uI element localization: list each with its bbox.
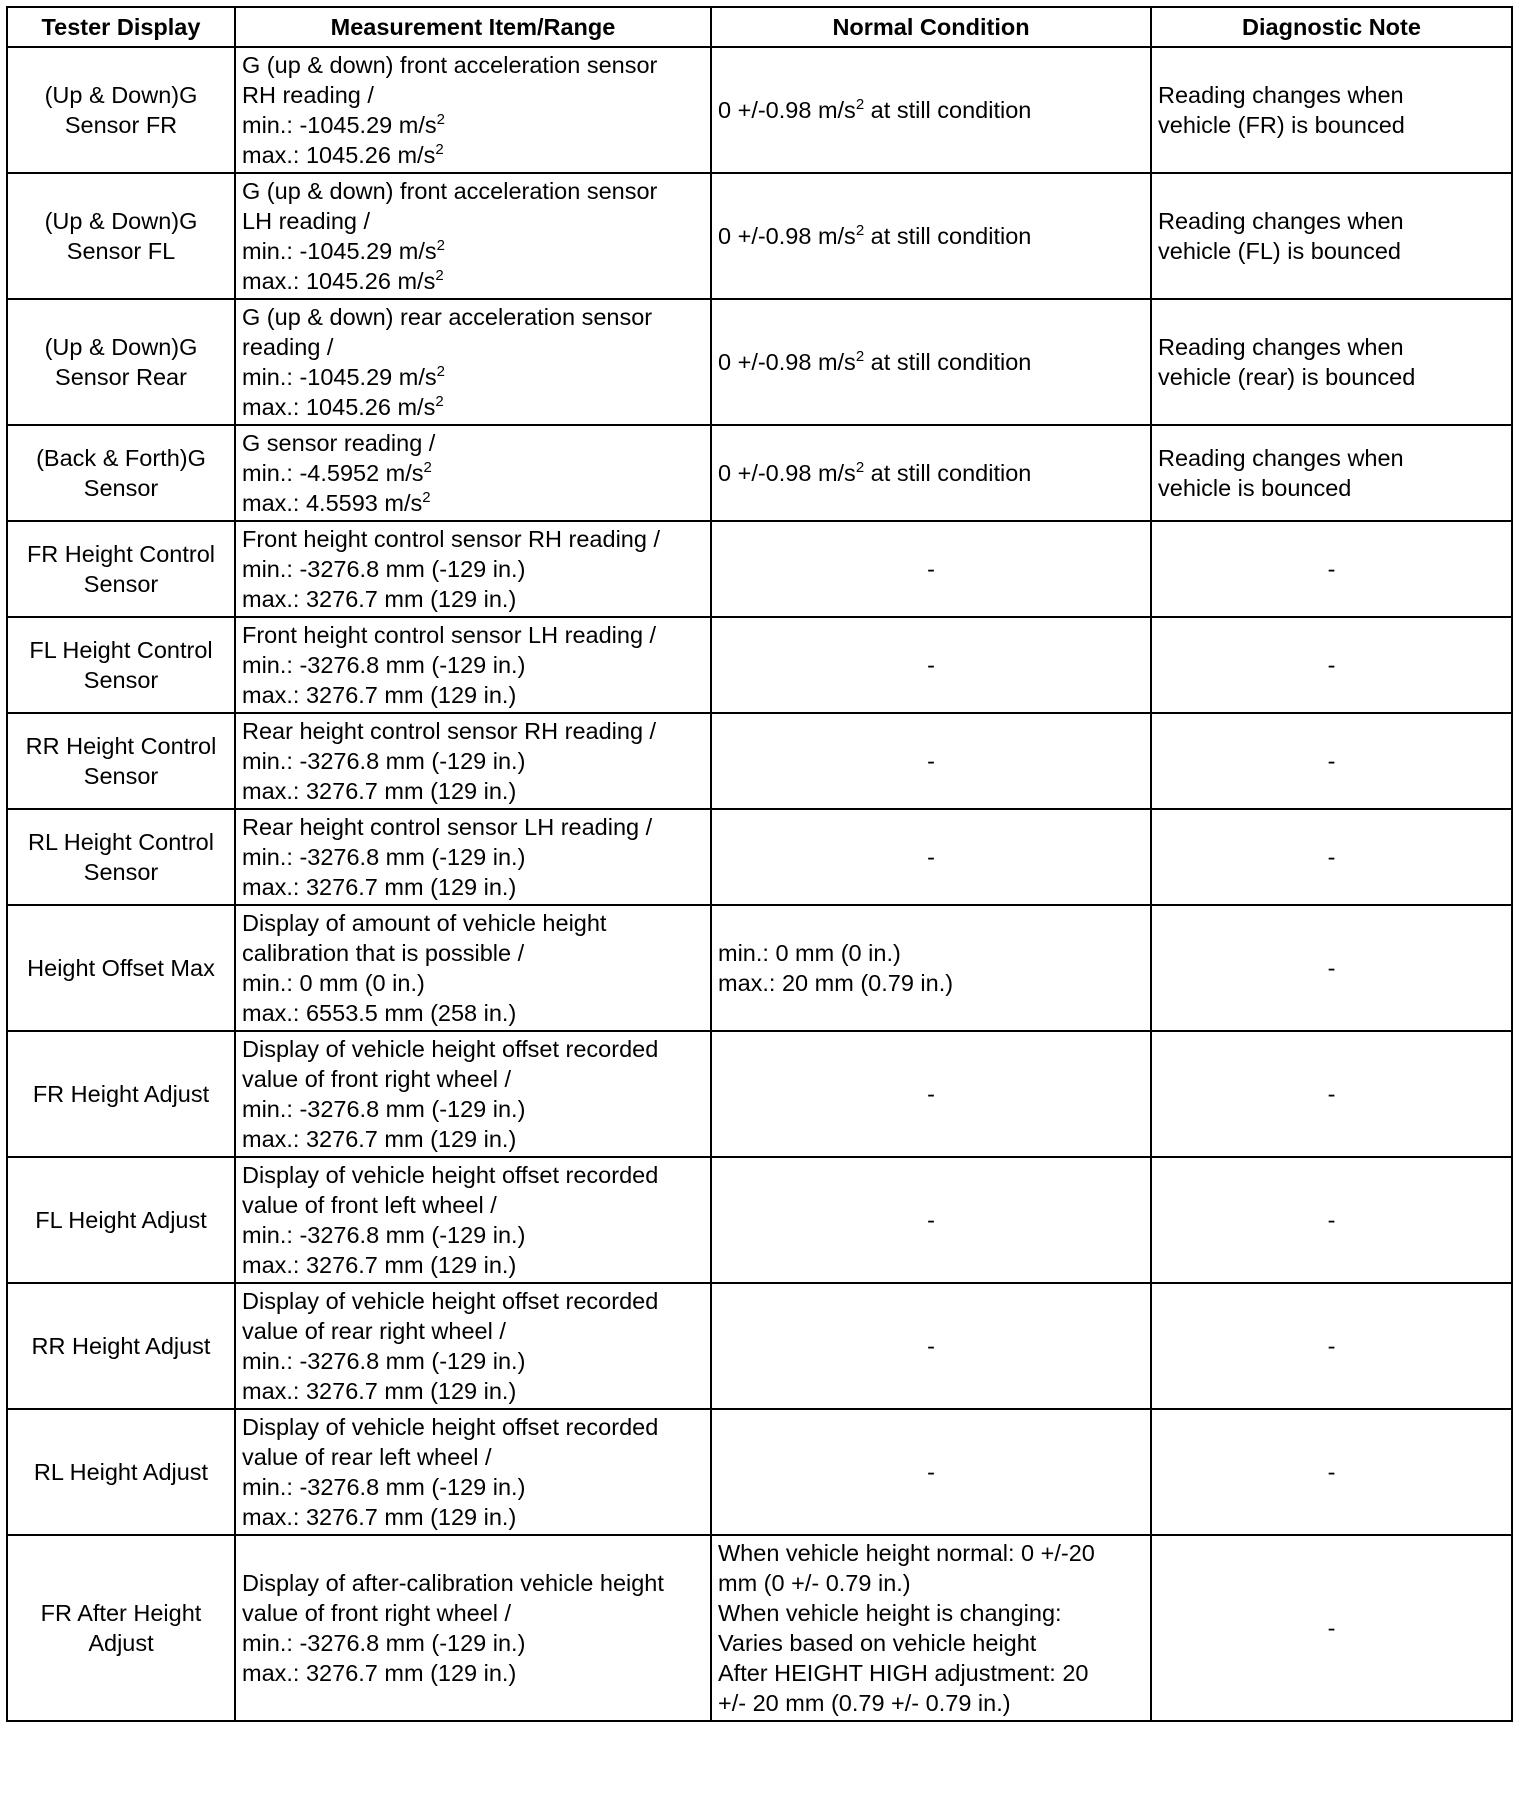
measurement-text: Display of amount of vehicle height bbox=[242, 910, 607, 936]
measurement-line bbox=[242, 1316, 704, 1346]
tester-display-line: (Up & Down)G bbox=[44, 208, 198, 234]
data-list-table bbox=[6, 6, 1513, 1722]
measurement-line bbox=[242, 872, 704, 902]
table-row bbox=[7, 173, 1512, 299]
measurement-text: value of front right wheel / bbox=[242, 1600, 512, 1626]
cell-diagnostic-note bbox=[1151, 617, 1512, 713]
tester-display-line: Sensor bbox=[83, 475, 159, 501]
tester-display-line: RL Height Control bbox=[28, 829, 214, 855]
measurement-line bbox=[242, 812, 704, 842]
cell-diagnostic-note bbox=[1151, 1283, 1512, 1409]
cell-diagnostic-note bbox=[1151, 1409, 1512, 1535]
measurement-text: min.: -3276.8 mm (-129 in.) bbox=[242, 1096, 526, 1122]
cell-diagnostic-note bbox=[1151, 47, 1512, 173]
normal-condition-dash: - bbox=[927, 1459, 935, 1485]
diagnostic-note-line: vehicle (FL) is bounced bbox=[1158, 238, 1401, 264]
cell-measurement-item bbox=[235, 425, 711, 521]
measurement-text: max.: 3276.7 mm (129 in.) bbox=[242, 1252, 517, 1278]
measurement-text: G (up & down) rear acceleration sensor bbox=[242, 304, 653, 330]
measurement-line bbox=[242, 1598, 704, 1628]
measurement-text: RH reading / bbox=[242, 82, 374, 108]
normal-condition-line bbox=[718, 347, 1144, 377]
header-diagnostic-note: Diagnostic Note bbox=[1151, 7, 1512, 47]
diagnostic-note-line: Reading changes when bbox=[1158, 445, 1404, 471]
superscript-exponent: 2 bbox=[855, 96, 865, 113]
cell-normal-condition bbox=[711, 617, 1151, 713]
measurement-line bbox=[242, 1250, 704, 1280]
cell-measurement-item bbox=[235, 1535, 711, 1721]
table-body bbox=[7, 47, 1512, 1721]
measurement-text: min.: -1045.29 m/s bbox=[242, 238, 437, 264]
normal-condition-dash: - bbox=[927, 844, 935, 870]
normal-condition-text: When vehicle height normal: 0 +/-20 bbox=[718, 1540, 1095, 1566]
superscript-exponent: 2 bbox=[435, 267, 444, 284]
superscript-exponent: 2 bbox=[855, 459, 865, 476]
normal-condition-line bbox=[718, 938, 1144, 968]
measurement-text: G (up & down) front acceleration sensor bbox=[242, 52, 658, 78]
measurement-text: Display of vehicle height offset recorded bbox=[242, 1414, 659, 1440]
measurement-text: reading / bbox=[242, 334, 334, 360]
cell-tester-display bbox=[7, 1031, 235, 1157]
normal-condition-tail: at still condition bbox=[864, 349, 1032, 375]
measurement-line bbox=[242, 842, 704, 872]
measurement-line bbox=[242, 110, 704, 140]
cell-measurement-item bbox=[235, 173, 711, 299]
cell-measurement-item bbox=[235, 713, 711, 809]
normal-condition-line bbox=[718, 1658, 1144, 1688]
normal-condition-text: +/- 20 mm (0.79 +/- 0.79 in.) bbox=[718, 1690, 1011, 1716]
cell-normal-condition bbox=[711, 521, 1151, 617]
tester-display-line: Sensor FL bbox=[66, 238, 176, 264]
cell-diagnostic-note bbox=[1151, 173, 1512, 299]
diagnostic-note-line: Reading changes when bbox=[1158, 82, 1404, 108]
diagnostic-note-dash: - bbox=[1327, 1333, 1336, 1359]
measurement-line bbox=[242, 620, 704, 650]
measurement-line bbox=[242, 140, 704, 170]
diagnostic-note-line: vehicle (rear) is bounced bbox=[1158, 364, 1416, 390]
measurement-text: max.: 3276.7 mm (129 in.) bbox=[242, 682, 517, 708]
diagnostic-note-dash: - bbox=[1327, 1207, 1336, 1233]
measurement-text: min.: 0 mm (0 in.) bbox=[242, 970, 425, 996]
superscript-exponent: 2 bbox=[855, 222, 865, 239]
measurement-line bbox=[242, 1628, 704, 1658]
measurement-text: min.: -3276.8 mm (-129 in.) bbox=[242, 748, 526, 774]
measurement-line bbox=[242, 302, 704, 332]
diagnostic-note-dash: - bbox=[1327, 748, 1336, 774]
table-row bbox=[7, 299, 1512, 425]
measurement-text: min.: -1045.29 m/s bbox=[242, 364, 437, 390]
measurement-line bbox=[242, 938, 704, 968]
measurement-text: Display of vehicle height offset recorded bbox=[242, 1036, 659, 1062]
cell-diagnostic-note bbox=[1151, 425, 1512, 521]
cell-normal-condition bbox=[711, 47, 1151, 173]
measurement-text: min.: -3276.8 mm (-129 in.) bbox=[242, 652, 526, 678]
measurement-text: Display of vehicle height offset recorded bbox=[242, 1162, 659, 1188]
table-row bbox=[7, 713, 1512, 809]
tester-display-line: Height Offset Max bbox=[27, 955, 215, 981]
cell-diagnostic-note bbox=[1151, 1535, 1512, 1721]
measurement-line bbox=[242, 1190, 704, 1220]
measurement-line bbox=[242, 80, 704, 110]
cell-normal-condition bbox=[711, 905, 1151, 1031]
measurement-line bbox=[242, 50, 704, 80]
measurement-line bbox=[242, 554, 704, 584]
normal-condition-text: 0 +/-0.98 m/s bbox=[718, 223, 856, 249]
cell-normal-condition bbox=[711, 299, 1151, 425]
normal-condition-line bbox=[718, 1688, 1144, 1718]
measurement-line bbox=[242, 746, 704, 776]
cell-measurement-item bbox=[235, 1031, 711, 1157]
table-row bbox=[7, 1157, 1512, 1283]
diagnostic-note-dash: - bbox=[1327, 844, 1336, 870]
tester-display-line: FR Height Control bbox=[26, 541, 216, 567]
measurement-text: min.: -3276.8 mm (-129 in.) bbox=[242, 1222, 526, 1248]
normal-condition-line bbox=[718, 1568, 1144, 1598]
measurement-text: LH reading / bbox=[242, 208, 371, 234]
measurement-line bbox=[242, 1160, 704, 1190]
normal-condition-text: mm (0 +/- 0.79 in.) bbox=[718, 1570, 911, 1596]
measurement-text: value of front left wheel / bbox=[242, 1192, 497, 1218]
measurement-text: Display of after-calibration vehicle height bbox=[242, 1570, 664, 1596]
normal-condition-dash: - bbox=[927, 1333, 935, 1359]
normal-condition-text: 0 +/-0.98 m/s bbox=[718, 460, 856, 486]
cell-tester-display bbox=[7, 617, 235, 713]
tester-display-line: Adjust bbox=[88, 1630, 154, 1656]
diagnostic-note-dash: - bbox=[1327, 1615, 1336, 1641]
measurement-text: max.: 3276.7 mm (129 in.) bbox=[242, 1504, 517, 1530]
measurement-text: max.: 3276.7 mm (129 in.) bbox=[242, 1378, 517, 1404]
tester-display-line: Sensor FR bbox=[64, 112, 178, 138]
superscript-exponent: 2 bbox=[435, 141, 444, 158]
measurement-line bbox=[242, 1658, 704, 1688]
normal-condition-dash: - bbox=[927, 556, 935, 582]
measurement-line bbox=[242, 584, 704, 614]
tester-display-line: RR Height Control bbox=[25, 733, 217, 759]
diagnostic-note-line: Reading changes when bbox=[1158, 334, 1404, 360]
measurement-text: min.: -4.5952 m/s bbox=[242, 460, 424, 486]
measurement-text: Rear height control sensor LH reading / bbox=[242, 814, 653, 840]
tester-display-line: Sensor bbox=[83, 763, 159, 789]
diagnostic-note-dash: - bbox=[1327, 1081, 1336, 1107]
table-header-row bbox=[7, 7, 1512, 47]
measurement-line bbox=[242, 332, 704, 362]
diagnostic-note-dash: - bbox=[1327, 1459, 1336, 1485]
measurement-text: max.: 3276.7 mm (129 in.) bbox=[242, 874, 517, 900]
cell-tester-display bbox=[7, 173, 235, 299]
measurement-line bbox=[242, 392, 704, 422]
tester-display-line: FR Height Adjust bbox=[32, 1081, 210, 1107]
normal-condition-text: min.: 0 mm (0 in.) bbox=[718, 940, 901, 966]
measurement-line bbox=[242, 1346, 704, 1376]
measurement-text: min.: -3276.8 mm (-129 in.) bbox=[242, 556, 526, 582]
normal-condition-text: 0 +/-0.98 m/s bbox=[718, 349, 856, 375]
normal-condition-dash: - bbox=[927, 1081, 935, 1107]
tester-display-line: FL Height Adjust bbox=[35, 1207, 207, 1233]
cell-diagnostic-note bbox=[1151, 299, 1512, 425]
measurement-line bbox=[242, 458, 704, 488]
normal-condition-text: max.: 20 mm (0.79 in.) bbox=[718, 970, 954, 996]
measurement-text: min.: -3276.8 mm (-129 in.) bbox=[242, 1630, 526, 1656]
measurement-line bbox=[242, 716, 704, 746]
cell-tester-display bbox=[7, 1283, 235, 1409]
measurement-line bbox=[242, 176, 704, 206]
cell-tester-display bbox=[7, 521, 235, 617]
cell-tester-display bbox=[7, 713, 235, 809]
tester-display-line: (Up & Down)G bbox=[44, 82, 198, 108]
normal-condition-text: 0 +/-0.98 m/s bbox=[718, 97, 856, 123]
measurement-text: Front height control sensor RH reading / bbox=[242, 526, 660, 552]
measurement-line bbox=[242, 1568, 704, 1598]
header-tester-display: Tester Display bbox=[7, 7, 235, 47]
measurement-text: Front height control sensor LH reading / bbox=[242, 622, 657, 648]
superscript-exponent: 2 bbox=[436, 111, 445, 128]
table-row bbox=[7, 47, 1512, 173]
superscript-exponent: 2 bbox=[855, 348, 865, 365]
header-measurement-item: Measurement Item/Range bbox=[235, 7, 711, 47]
tester-display-line: FR After Height bbox=[40, 1600, 202, 1626]
measurement-line bbox=[242, 236, 704, 266]
cell-normal-condition bbox=[711, 425, 1151, 521]
table-row bbox=[7, 905, 1512, 1031]
diagnostic-note-line: Reading changes when bbox=[1158, 208, 1404, 234]
measurement-line bbox=[242, 428, 704, 458]
measurement-line bbox=[242, 1442, 704, 1472]
superscript-exponent: 2 bbox=[435, 393, 444, 410]
cell-measurement-item bbox=[235, 1283, 711, 1409]
diagnostic-note-line: vehicle is bounced bbox=[1158, 475, 1352, 501]
measurement-text: min.: -3276.8 mm (-129 in.) bbox=[242, 1348, 526, 1374]
measurement-line bbox=[242, 998, 704, 1028]
cell-normal-condition bbox=[711, 1283, 1151, 1409]
normal-condition-text: After HEIGHT HIGH adjustment: 20 bbox=[718, 1660, 1089, 1686]
cell-diagnostic-note bbox=[1151, 1031, 1512, 1157]
measurement-text: min.: -1045.29 m/s bbox=[242, 112, 437, 138]
tester-display-line: Sensor Rear bbox=[55, 364, 187, 390]
measurement-line bbox=[242, 968, 704, 998]
cell-diagnostic-note bbox=[1151, 521, 1512, 617]
measurement-line bbox=[242, 206, 704, 236]
cell-normal-condition bbox=[711, 809, 1151, 905]
tester-display-line: Sensor bbox=[83, 667, 159, 693]
cell-measurement-item bbox=[235, 809, 711, 905]
normal-condition-dash: - bbox=[927, 652, 935, 678]
superscript-exponent: 2 bbox=[422, 489, 431, 506]
cell-measurement-item bbox=[235, 905, 711, 1031]
measurement-text: Display of vehicle height offset recorded bbox=[242, 1288, 659, 1314]
cell-tester-display bbox=[7, 1535, 235, 1721]
measurement-line bbox=[242, 680, 704, 710]
measurement-text: Rear height control sensor RH reading / bbox=[242, 718, 657, 744]
cell-tester-display bbox=[7, 1157, 235, 1283]
normal-condition-line bbox=[718, 1598, 1144, 1628]
cell-diagnostic-note bbox=[1151, 1157, 1512, 1283]
cell-tester-display bbox=[7, 905, 235, 1031]
tester-display-line: RR Height Adjust bbox=[31, 1333, 211, 1359]
table-row bbox=[7, 425, 1512, 521]
diagnostic-note-line: vehicle (FR) is bounced bbox=[1158, 112, 1405, 138]
cell-normal-condition bbox=[711, 1409, 1151, 1535]
normal-condition-line bbox=[718, 95, 1144, 125]
measurement-text: value of rear right wheel / bbox=[242, 1318, 506, 1344]
table-row bbox=[7, 1283, 1512, 1409]
normal-condition-line bbox=[718, 1538, 1144, 1568]
measurement-line bbox=[242, 1220, 704, 1250]
cell-tester-display bbox=[7, 809, 235, 905]
measurement-line bbox=[242, 362, 704, 392]
cell-measurement-item bbox=[235, 47, 711, 173]
normal-condition-line bbox=[718, 1628, 1144, 1658]
normal-condition-tail: at still condition bbox=[864, 460, 1032, 486]
measurement-line bbox=[242, 266, 704, 296]
measurement-text: G (up & down) front acceleration sensor bbox=[242, 178, 658, 204]
table-row bbox=[7, 809, 1512, 905]
tester-display-line: Sensor bbox=[83, 859, 159, 885]
tester-display-line: (Back & Forth)G bbox=[36, 445, 206, 471]
normal-condition-dash: - bbox=[927, 748, 935, 774]
normal-condition-text: Varies based on vehicle height bbox=[718, 1630, 1037, 1656]
measurement-line bbox=[242, 1034, 704, 1064]
measurement-text: G sensor reading / bbox=[242, 430, 436, 456]
measurement-line bbox=[242, 1064, 704, 1094]
measurement-line bbox=[242, 1472, 704, 1502]
cell-normal-condition bbox=[711, 713, 1151, 809]
measurement-line bbox=[242, 1412, 704, 1442]
measurement-text: max.: 3276.7 mm (129 in.) bbox=[242, 1660, 517, 1686]
cell-tester-display bbox=[7, 47, 235, 173]
measurement-text: value of rear left wheel / bbox=[242, 1444, 492, 1470]
measurement-line bbox=[242, 1286, 704, 1316]
measurement-line bbox=[242, 1502, 704, 1532]
cell-measurement-item bbox=[235, 299, 711, 425]
diagnostic-note-dash: - bbox=[1327, 652, 1336, 678]
table-row bbox=[7, 1535, 1512, 1721]
tester-display-line: (Up & Down)G bbox=[44, 334, 198, 360]
tester-display-line: Sensor bbox=[83, 571, 159, 597]
cell-tester-display bbox=[7, 425, 235, 521]
normal-condition-line bbox=[718, 458, 1144, 488]
cell-diagnostic-note bbox=[1151, 905, 1512, 1031]
measurement-text: max.: 6553.5 mm (258 in.) bbox=[242, 1000, 517, 1026]
measurement-text: max.: 1045.26 m/s bbox=[242, 142, 436, 168]
normal-condition-line bbox=[718, 221, 1144, 251]
measurement-line bbox=[242, 650, 704, 680]
normal-condition-text: When vehicle height is changing: bbox=[718, 1600, 1062, 1626]
normal-condition-tail: at still condition bbox=[864, 223, 1032, 249]
measurement-line bbox=[242, 488, 704, 518]
measurement-text: max.: 1045.26 m/s bbox=[242, 394, 436, 420]
cell-diagnostic-note bbox=[1151, 713, 1512, 809]
diagnostic-note-dash: - bbox=[1327, 556, 1336, 582]
document-page bbox=[6, 6, 1511, 1722]
cell-tester-display bbox=[7, 299, 235, 425]
table-row bbox=[7, 1409, 1512, 1535]
cell-measurement-item bbox=[235, 1409, 711, 1535]
measurement-line bbox=[242, 908, 704, 938]
tester-display-line: RL Height Adjust bbox=[33, 1459, 209, 1485]
header-normal-condition: Normal Condition bbox=[711, 7, 1151, 47]
cell-normal-condition bbox=[711, 1535, 1151, 1721]
measurement-text: value of front right wheel / bbox=[242, 1066, 512, 1092]
normal-condition-tail: at still condition bbox=[864, 97, 1032, 123]
measurement-line bbox=[242, 1094, 704, 1124]
measurement-text: max.: 1045.26 m/s bbox=[242, 268, 436, 294]
diagnostic-note-dash: - bbox=[1327, 955, 1336, 981]
table-row bbox=[7, 617, 1512, 713]
measurement-line bbox=[242, 776, 704, 806]
cell-diagnostic-note bbox=[1151, 809, 1512, 905]
measurement-text: max.: 3276.7 mm (129 in.) bbox=[242, 778, 517, 804]
table-row bbox=[7, 1031, 1512, 1157]
measurement-line bbox=[242, 1376, 704, 1406]
superscript-exponent: 2 bbox=[423, 459, 432, 476]
cell-normal-condition bbox=[711, 1031, 1151, 1157]
measurement-text: max.: 4.5593 m/s bbox=[242, 490, 423, 516]
table-row bbox=[7, 521, 1512, 617]
superscript-exponent: 2 bbox=[436, 363, 445, 380]
cell-measurement-item bbox=[235, 617, 711, 713]
cell-tester-display bbox=[7, 1409, 235, 1535]
measurement-line bbox=[242, 1124, 704, 1154]
measurement-text: max.: 3276.7 mm (129 in.) bbox=[242, 586, 517, 612]
cell-normal-condition bbox=[711, 1157, 1151, 1283]
cell-measurement-item bbox=[235, 521, 711, 617]
measurement-text: max.: 3276.7 mm (129 in.) bbox=[242, 1126, 517, 1152]
tester-display-line: FL Height Control bbox=[29, 637, 213, 663]
cell-measurement-item bbox=[235, 1157, 711, 1283]
normal-condition-line bbox=[718, 968, 1144, 998]
measurement-text: min.: -3276.8 mm (-129 in.) bbox=[242, 1474, 526, 1500]
cell-normal-condition bbox=[711, 173, 1151, 299]
measurement-text: calibration that is possible / bbox=[242, 940, 525, 966]
measurement-text: min.: -3276.8 mm (-129 in.) bbox=[242, 844, 526, 870]
normal-condition-dash: - bbox=[927, 1207, 935, 1233]
superscript-exponent: 2 bbox=[436, 237, 445, 254]
measurement-line bbox=[242, 524, 704, 554]
